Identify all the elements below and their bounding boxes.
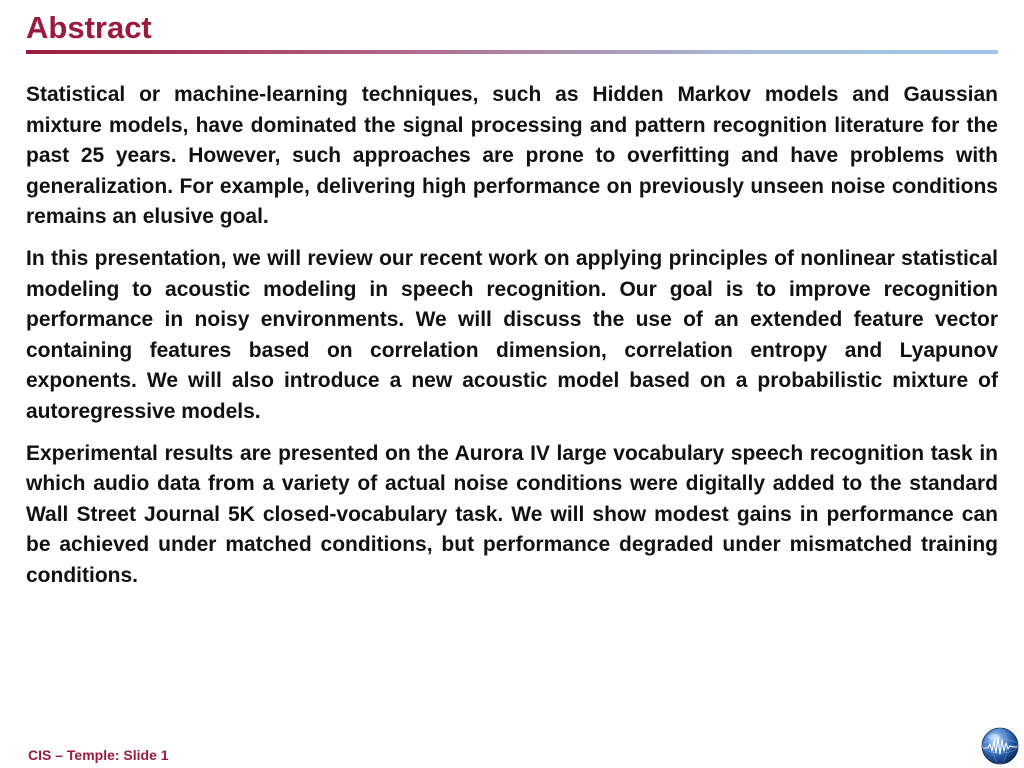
abstract-paragraph: Experimental results are presented on the Aurora IV large vocabulary speech recognition task in which audio data from a variety of actual noise conditions were digitally added to the standard Wall Street Journal 5K closed-vocabulary task. We will show modest gains in performance can be achieved under matched conditions, but performance degraded under mismatched training conditions.	[26, 441, 998, 587]
slide-footer: CIS – Temple: Slide 1	[28, 747, 169, 763]
abstract-paragraph: In this presentation, we will review our recent work on applying principles of nonlinear statistical modeling to acoustic modeling in speech recognition. Our goal is to improve recognition performance in noisy environments. We will discuss the use of an extended feature vector containing features based on correlation dimension, correlation entropy and Lyapunov exponents. We will also introduce a new acoustic model based on a probabilistic mixture of autoregressive models.	[26, 246, 998, 423]
slide-title: Abstract	[26, 10, 152, 45]
abstract-paragraph: Statistical or machine-learning techniques, such as Hidden Markov models and Gaussian mixture models, have dominated the signal processing and pattern recognition literature for the past 25 years. However, such approaches are prone to overfitting and have problems with generalization. For example, delivering high performance on previously unseen noise conditions remains an elusive goal.	[26, 83, 998, 229]
title-divider	[26, 50, 998, 54]
abstract-body	[26, 80, 998, 603]
globe-waveform-icon	[980, 726, 1020, 766]
